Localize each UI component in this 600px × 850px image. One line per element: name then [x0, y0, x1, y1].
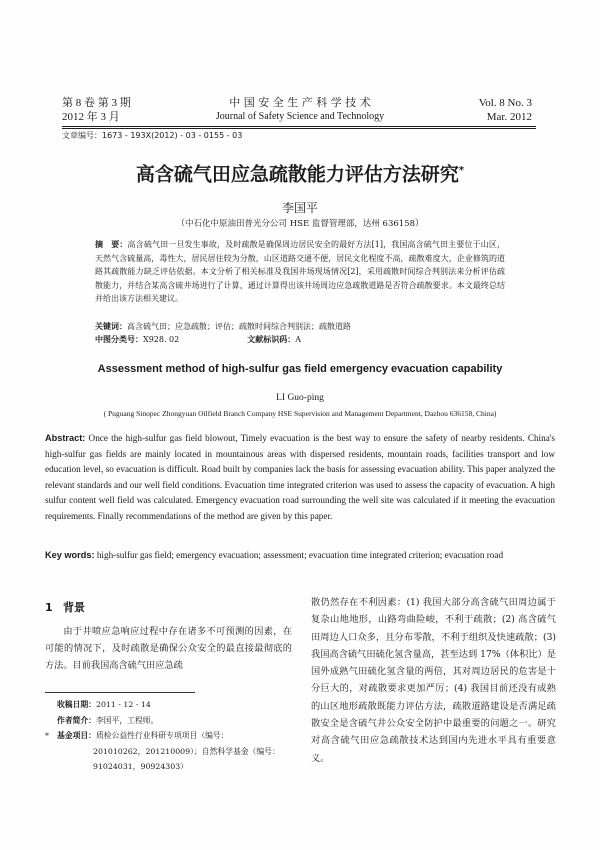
header-rule-top [62, 126, 536, 127]
journal-name-cn: 中 国 安 全 生 产 科 学 技 术 [229, 96, 371, 109]
abstract-en-label: Abstract: [45, 433, 86, 443]
header-volume-en: Vol. 8 No. 3 [478, 97, 532, 109]
affiliation-cn: （中石化中原油田普光分公司 HSE 监督管理部，达州 636158） [176, 219, 424, 229]
body-column-right [311, 594, 556, 767]
fund-line-3: 91024031，90924303） [93, 762, 188, 771]
fund-line-2: 201010262，201210009）；自然科学基金（编号： [93, 746, 280, 756]
clc-value: X928. 02 [143, 335, 180, 344]
footnote-author [45, 713, 295, 729]
doc-code-label: 文献标识码： [247, 334, 296, 344]
author-cn: 李国平 [281, 201, 318, 215]
header-date-cn: 2012 年 3 月 [62, 111, 120, 123]
footnotes [45, 697, 295, 775]
keywords-en-label: Key words: [45, 550, 95, 560]
fund-label: 基金项目： [57, 731, 96, 740]
abstract-cn-label: 摘 要： [95, 240, 128, 249]
fund-footnote-mark: * [458, 165, 465, 176]
author-bio: 李国平，工程师。 [95, 715, 159, 725]
header-date-en: Mar. 2012 [486, 111, 532, 123]
footnote-fund [45, 728, 295, 744]
keywords-cn-text: 高含硫气田；应急疏散；评估；疏散时间综合判别法；疏散道路 [127, 322, 351, 331]
classification-cn [95, 333, 505, 346]
author-bio-label: 作者简介： [57, 715, 96, 725]
paper-title-cn [0, 158, 600, 187]
fund-line-1: 质检公益性行业科研专项项目（编号： [95, 731, 229, 740]
fund-star: * [45, 731, 49, 740]
received-date: 2011 - 12 - 14 [95, 700, 151, 709]
body-paragraph-continued: 散仍然存在不利因素：(1) 我国大部分高含硫气田周边属于复杂山地地形，山路弯曲险峻，不利于疏散；(2) 高含硫气田周边人口众多，且分布零散，不利于组织及快速疏散；(3) 我国高含硫气田硫化氢含量高，甚至达到 17%（体积比）是国外成熟气田硫化氢含量的两倍，其对周边居民的危害是十分巨大的，对疏散要求更加严厉；(4) 我国目前还没有成熟的山区地形疏散既能力评估方法，疏散道路建设是否满足疏散安全是含硫气井公众安全防护中最重要的问题之一。研究对高含硫气田应急疏散技术达到国内先进水平具有重要意义。 [311, 597, 556, 764]
header-volume-issue-cn: 第 8 卷 第 3 期 [62, 97, 131, 109]
clc-label: 中图分类号： [95, 334, 143, 344]
section-title: 背景 [63, 601, 85, 614]
section-number: 1 [45, 601, 53, 614]
doc-code-value: A [295, 335, 302, 344]
article-number: 文章编号：1673 - 193X(2012) - 03 - 0155 - 03 [62, 131, 243, 140]
keywords-cn [95, 320, 505, 333]
paper-title-cn-text: 高含硫气田应急疏散能力评估方法研究 [135, 163, 459, 186]
keywords-cn-label: 关键词： [95, 321, 127, 331]
abstract-en-text: Once the high-sulfur gas field blowout, Timely evacuation is the best way to ensure the safety of nearby residents. China's high-sulfur gas fields are mainly located in mountainous areas with dispersed residents, mountain roads, facilities transport and low education level, so evacuation is difficult. Road built by companies lack the basis for assessing evacuation ability. This paper analyzed the relevant standards and our well field conditions. Evacuation time integrated criterion was used to assess the capacity of evacuation. A high sulfur content well field was calculated. Emergency evacuation road surrounding the well site was calculated if it meeting the evacuation requirements. Finally recommendations of the method are given by this paper. [45, 433, 555, 521]
received-label: 收稿日期： [57, 700, 96, 709]
paper-title-en: Assessment method of high-sulfur gas field emergency evacuation capability [97, 363, 503, 375]
abstract-cn [95, 238, 505, 306]
abstract-cn-text: 高含硫气田一旦发生事故，及时疏散是确保周边居民安全的最好方法[1]，我国高含硫气田主要位于山区，天然气含硫量高，毒性大，居民居住较为分散，山区道路交通不便，居民文化程度不高，疏散难度大，企业修筑的道路其疏散能力缺乏评估依据。本文分析了相关标准及我国井场现场情况[2]，采用疏散时间综合判别法来分析评估疏散能力，并结合某高含硫井场进行了计算，通过计算得出该井场周边应急疏散道路是否符合疏散要求。本文最终总结并给出该方法相关建议。 [95, 240, 506, 303]
footnote-rule [45, 692, 195, 693]
keywords-en-text: high-sulfur gas field; emergency evacuation; assessment; evacuation time integrated criterion; evacuation road [94, 550, 504, 560]
body-column-left [45, 623, 292, 674]
header-volume-issue-en [479, 96, 532, 124]
footnote-received [45, 697, 295, 713]
header-rule-bottom [62, 128, 536, 129]
body-paragraph: 由于井喷应急响应过程中存在诸多不可预测的因素，在可能的情况下，及时疏散是确保公众安全的最直接最彻底的方法。目前我国高含硫气田应急疏 [45, 626, 292, 671]
keywords-en [45, 548, 555, 564]
author-en: LI Guo-ping [276, 393, 324, 403]
journal-name-en: Journal of Safety Science and Technology [215, 111, 385, 122]
section-heading [45, 601, 85, 615]
affiliation-en: ( Puguang Sinopec Zhongyuan Oilfield Branch Company HSE Supervision and Management Department, Dazhou 636158, China) [103, 409, 497, 418]
abstract-en [45, 431, 555, 525]
